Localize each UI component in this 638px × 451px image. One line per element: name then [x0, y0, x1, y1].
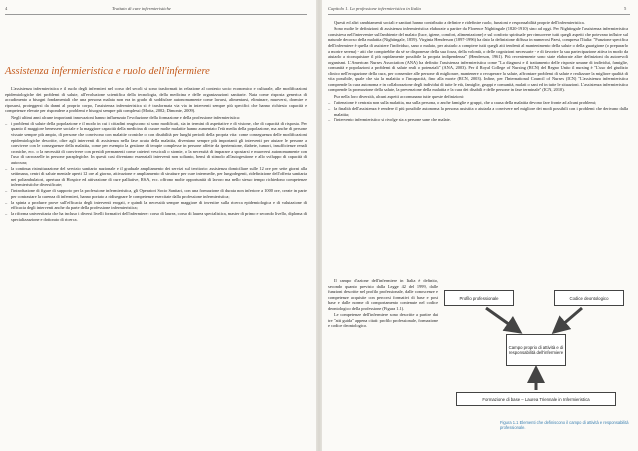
list-item: – la continua ristrutturazione del servizio sanitario nazionale e il graduale ampliamento dei servizi sul territorio: assistenza domiciliare sulle 12 ore per sette giorni alla settimana, centri di salute mentale aperti 12 ore al giorno, attivazione e ampliamento di strutture per cure intermedie, per lungodegenti, ridefinizione dell'offerta sanitaria nei poliambulatori, apertura di Hospice ed attivazione di cure palliative, RSA, ecc. offrono molte opportunità di lavoro ma nello stesso tempo richiedono competenze infermieristiche diversificate;	[11, 166, 307, 188]
page-number: 4	[5, 6, 8, 11]
paragraph: Questi ed altri cambiamenti sociali e sanitari hanno contribuito a definire e ridefinire ruolo, funzioni e responsabilità proprie dell'infermieristica.	[334, 20, 585, 25]
page-number: 5	[624, 6, 627, 11]
figure-caption: Figura 1.1 Elementi che definiscono il campo di attività e responsabilità professionale.	[500, 420, 629, 431]
paragraph: Negli ultimi anni alcune importanti innovazioni hanno influenzato l'evoluzione della formazione e della professione infermieristica:	[11, 114, 240, 120]
bullet-list	[328, 100, 628, 123]
running-head: Trattato di cure infermieristiche	[112, 6, 171, 11]
header-rule	[5, 14, 307, 15]
bullet-list	[5, 121, 307, 222]
right-body-text	[328, 20, 628, 123]
running-head: Capitolo 1. La professione infermieristica in Italia	[328, 6, 421, 11]
right-page	[322, 0, 638, 451]
arrow-code	[554, 308, 582, 332]
left-body-text	[5, 86, 307, 223]
list-item: – la spinta a produrre prove sull'efficacia degli interventi erogati, e quindi la necessità sempre maggiore di investire sulla ricerca epidemiologica e di valutazione di efficacia degli interventi anche da parte della professione infermieristica;	[11, 200, 307, 211]
box-center: Campo proprio di attività e di responsabilità dell'infermiere	[506, 334, 566, 366]
figure-diagram	[442, 286, 628, 418]
paragraph: Il campo d'azione dell'infermiere in Italia è definito, secondo quanto previsto dalla Legge 42 del 1999, dalle funzioni descritte nel profilo professionale, dalle conoscenze e competenze acquisite con percorsi formativi di base e post base e dalle norme di comportamento contenute nel codice deontologico della professione (Figura 1.1).	[328, 278, 438, 311]
list-item: – l'intervento infermieristico si rivolge sia a persone sane che malate.	[334, 117, 628, 123]
paragraph: L'assistenza infermieristica e il ruolo degli infermieri nel corso del secoli si sono trasformati in relazione al contesto socio economico e culturale, alle modificazioni epidemiologiche dei problemi di salute, all'evoluzione scientifica della tecnologia, della medicina e delle organizzazioni sanitarie. Nata come risposta generica di accudimento a bisogni fondamentali che una persona malata non era in grado di soddisfare autonomamente come lavarsi, alimentarsi, eliminare, muoversi, dormire e riposarsi, proteggersi da danni al proprio corpo, l'assistenza infermieristica si è trasformata via via in interventi sempre più specifici che hanno richiesto capacità e competenze elevate per rispondere a problemi e bisogni sempre più complessi (Motta, 2002; Dimonte, 2009).	[5, 86, 307, 114]
right-body-text-column	[328, 278, 438, 330]
paragraph: Sono molte le definizioni di assistenza infermieristica elaborate a partire da Florence Nightingale (1820-1910) sino ad oggi. Per Nightingale l'assistenza infermieristica consisteva nell'intervenire sull'ambiente del malato (luce, igiene, comfort, alimentazione) e sul conforto spirituale per rimuovere tutti quegli aspetti che potevano influire sul naturale decorso della malattia (Nightingale, 1859). Virginia Henderson (1897-1996) ha dato la definizione diffusa in numerosi Paesi, compresa l'Italia: "Funzione specifica dell'infermiere è quella di assistere l'individuo, sano o malato, per aiutarlo a compiere tutti quegli atti tendenti al mantenimento della salute o della guarigione (o prepararlo a morire serena) - atti che compirebbe da sé se disponesse della sua forza, della volontà, o delle cognizioni necessarie - e di favorire la sua partecipazione attiva in modo da aiutarlo a riconquistare il più rapidamente possibile la propria indipendenza" (Henderson, 1961). Più recentemente sono state elaborate altre definizioni da autorevoli organismi. L'American Nurses Association (ANA) ha definito l'assistenza infermieristica come "La diagnosi e il trattamento delle risposte umane di individui, famiglie, comunità e popolazioni a problemi di salute reali o potenziali" (ANA, 2003). Per il Royal College of Nursing (RCN) del Regno Unito il nursing è "L'uso del giudizio clinico nell'erogazione della cura, per consentire alle persone di migliorare, mantenere o recuperare la salute, affrontare problemi di salute e realizzare la migliore qualità di vita possibile, quale che sia la malattia o l'incapacità, fino alla morte (RCN, 2003). Infine, per l'International Council of Nurses (ICN) "L'assistenza infermieristica comprende la cura autonoma e in collaborazione degli individui di tutte le età, famiglie, gruppi e comunità, malati o sani ed in tutte le situazioni. L'assistenza infermieristica comprende la promozione della salute, la prevenzione della malattia e la cura dei disabili e delle persone in fase terminale" (ICN, 2010).	[328, 26, 628, 93]
list-item: – l'attenzione è centrata non sulla malattia, ma sulla persona, o anche famiglie e gruppi, che a causa della malattia devono fare fronte ad alcuni problemi;	[334, 100, 628, 106]
paragraph: Le competenze dell'infermiere sono descritte a partire dai tre "atti guida" appena citati: profilo professionale, formazione e codice deontologico.	[328, 312, 438, 329]
list-item: – la riforma universitaria che ha incluso i diversi livelli formativi dell'infermiere: corso di laurea, corso di laurea specialistica, master di primo e secondo livello, diploma di specializzazione e dottorato di ricerca.	[11, 211, 307, 222]
section-title: Assistenza infermieristica e ruolo dell'infermiere	[5, 66, 210, 77]
arrow-profile	[486, 308, 520, 332]
box-code: Codice deontologico	[554, 290, 624, 306]
list-item: – la finalità dell'assistenza è rendere il più possibile autonoma la persona assistita o aiutarla a convivere nel migliore dei modi possibili con i problemi che derivano dalla malattia;	[334, 106, 628, 117]
header-rule	[328, 14, 630, 15]
list-item: – l'introduzione di figure di supporto per la professione infermieristica, gli Operatori Socio Sanitari, con una formazione di durata non inferiore a 1000 ore, create in parte per contrastare la carenza di infermieri, hanno portato a ridisegnare le competenze esercitate dalla professione infermieristica;	[11, 188, 307, 199]
left-page	[0, 0, 316, 451]
box-training: Formazione di base – Laurea Triennale in Infermieristica	[456, 392, 616, 406]
list-item: – i problemi di salute della popolazione e il modo in cui i cittadini reagiscono si sono modificati, sia in termini di aspettative e di visione, che di capacità di risposta. Per quanto il maggiore benessere sociale e la maggiore capacità della medicina di curare molte malattie hanno aumentato l'età media della popolazione, ma anche di persone vissute sempre più ampio, di persone che convivono con malattie croniche o con disabilità per lunghi periodi della propria vita: come conseguenza delle modificazioni epidemiologiche descritte, oltre agli interventi di assistenza nella fase acuta della malattia, diventano sempre più importanti gli interventi per aiutare le persone a convivere con le conseguenze della malattia, come per esempio la gestione di terapie complesse in persone affette da ipertensione, diabete, tumori, insufficienze renali croniche, ecc. o la necessità di convivere con presidi permanenti come cateteri vescicali o stomie, o la necessità di imparare a spostarsi e muoversi autonomamente con l'uso di carrozzelle in persone paraplegiche. In questi casi diventano essenziali interventi non soltanto, bensì di stimolo all'autogestione e allo sviluppo di capacità di autocura;	[11, 121, 307, 165]
box-profile: Profilo professionale	[444, 290, 514, 306]
paragraph: Pur nella loro diversità, alcuni aspetti accomunano tutte queste definizioni:	[334, 93, 465, 99]
